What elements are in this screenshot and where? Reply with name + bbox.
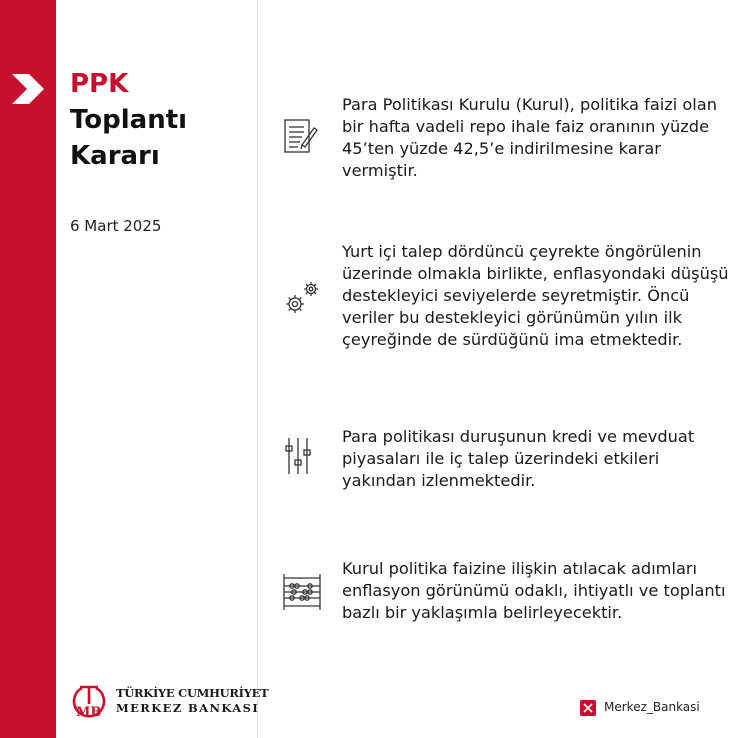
sliders-icon [280,434,324,478]
decision-text-4: Kurul politika faizine ilişkin atılacak adımları enflasyon görünümü odaklı, ihtiyatlı ve toplantı bazlı bir yaklaşımla belirleyecektir. [342,559,726,622]
title-line-2: Toplantı [70,105,188,135]
tcmb-logo [68,682,269,722]
column-divider [257,0,258,738]
decision-text-2: Yurt içi talep dördüncü çeyrekte öngörülenin üzerinde olmakla birlikte, enflasyondaki düşüşü destekleyici seviyelerde seyretmiştir. Öncü veriler bu destekleyici görünümün yılın ilk çeyreğinde de sürdüğünü ima etmektedir. [342,242,729,349]
decision-text-3: Para politikası duruşunun kredi ve mevduat piyasaları ile iç talep üzerindeki etkileri yakından izlenmektedir. [342,427,695,490]
logo-line-2: MERKEZ BANKASI [116,701,260,715]
document-pen-icon [280,116,324,160]
tcmb-monogram-icon [68,682,110,722]
chevron-right-icon [12,74,44,104]
title-line-3: Kararı [70,141,160,171]
meeting-date: 6 Mart 2025 [70,217,162,235]
decision-text-1: Para Politikası Kurulu (Kurul), politika faizi olan bir hafta vadeli repo ihale faiz oranının yüzde 45’ten yüzde 42,5’e indirilmesine karar vermiştir. [342,95,717,180]
abacus-icon [280,570,324,614]
social-handle-text: Merkez_Bankasi [604,700,700,714]
title-line-1: PPK [70,69,129,99]
x-logo-icon [580,700,596,716]
logo-line-1: TÜRKİYE CUMHURİYET [116,686,269,700]
left-accent-bar [0,0,56,738]
gears-icon [280,277,324,321]
page-title [70,66,187,174]
svg-text:MB: MB [76,705,102,720]
